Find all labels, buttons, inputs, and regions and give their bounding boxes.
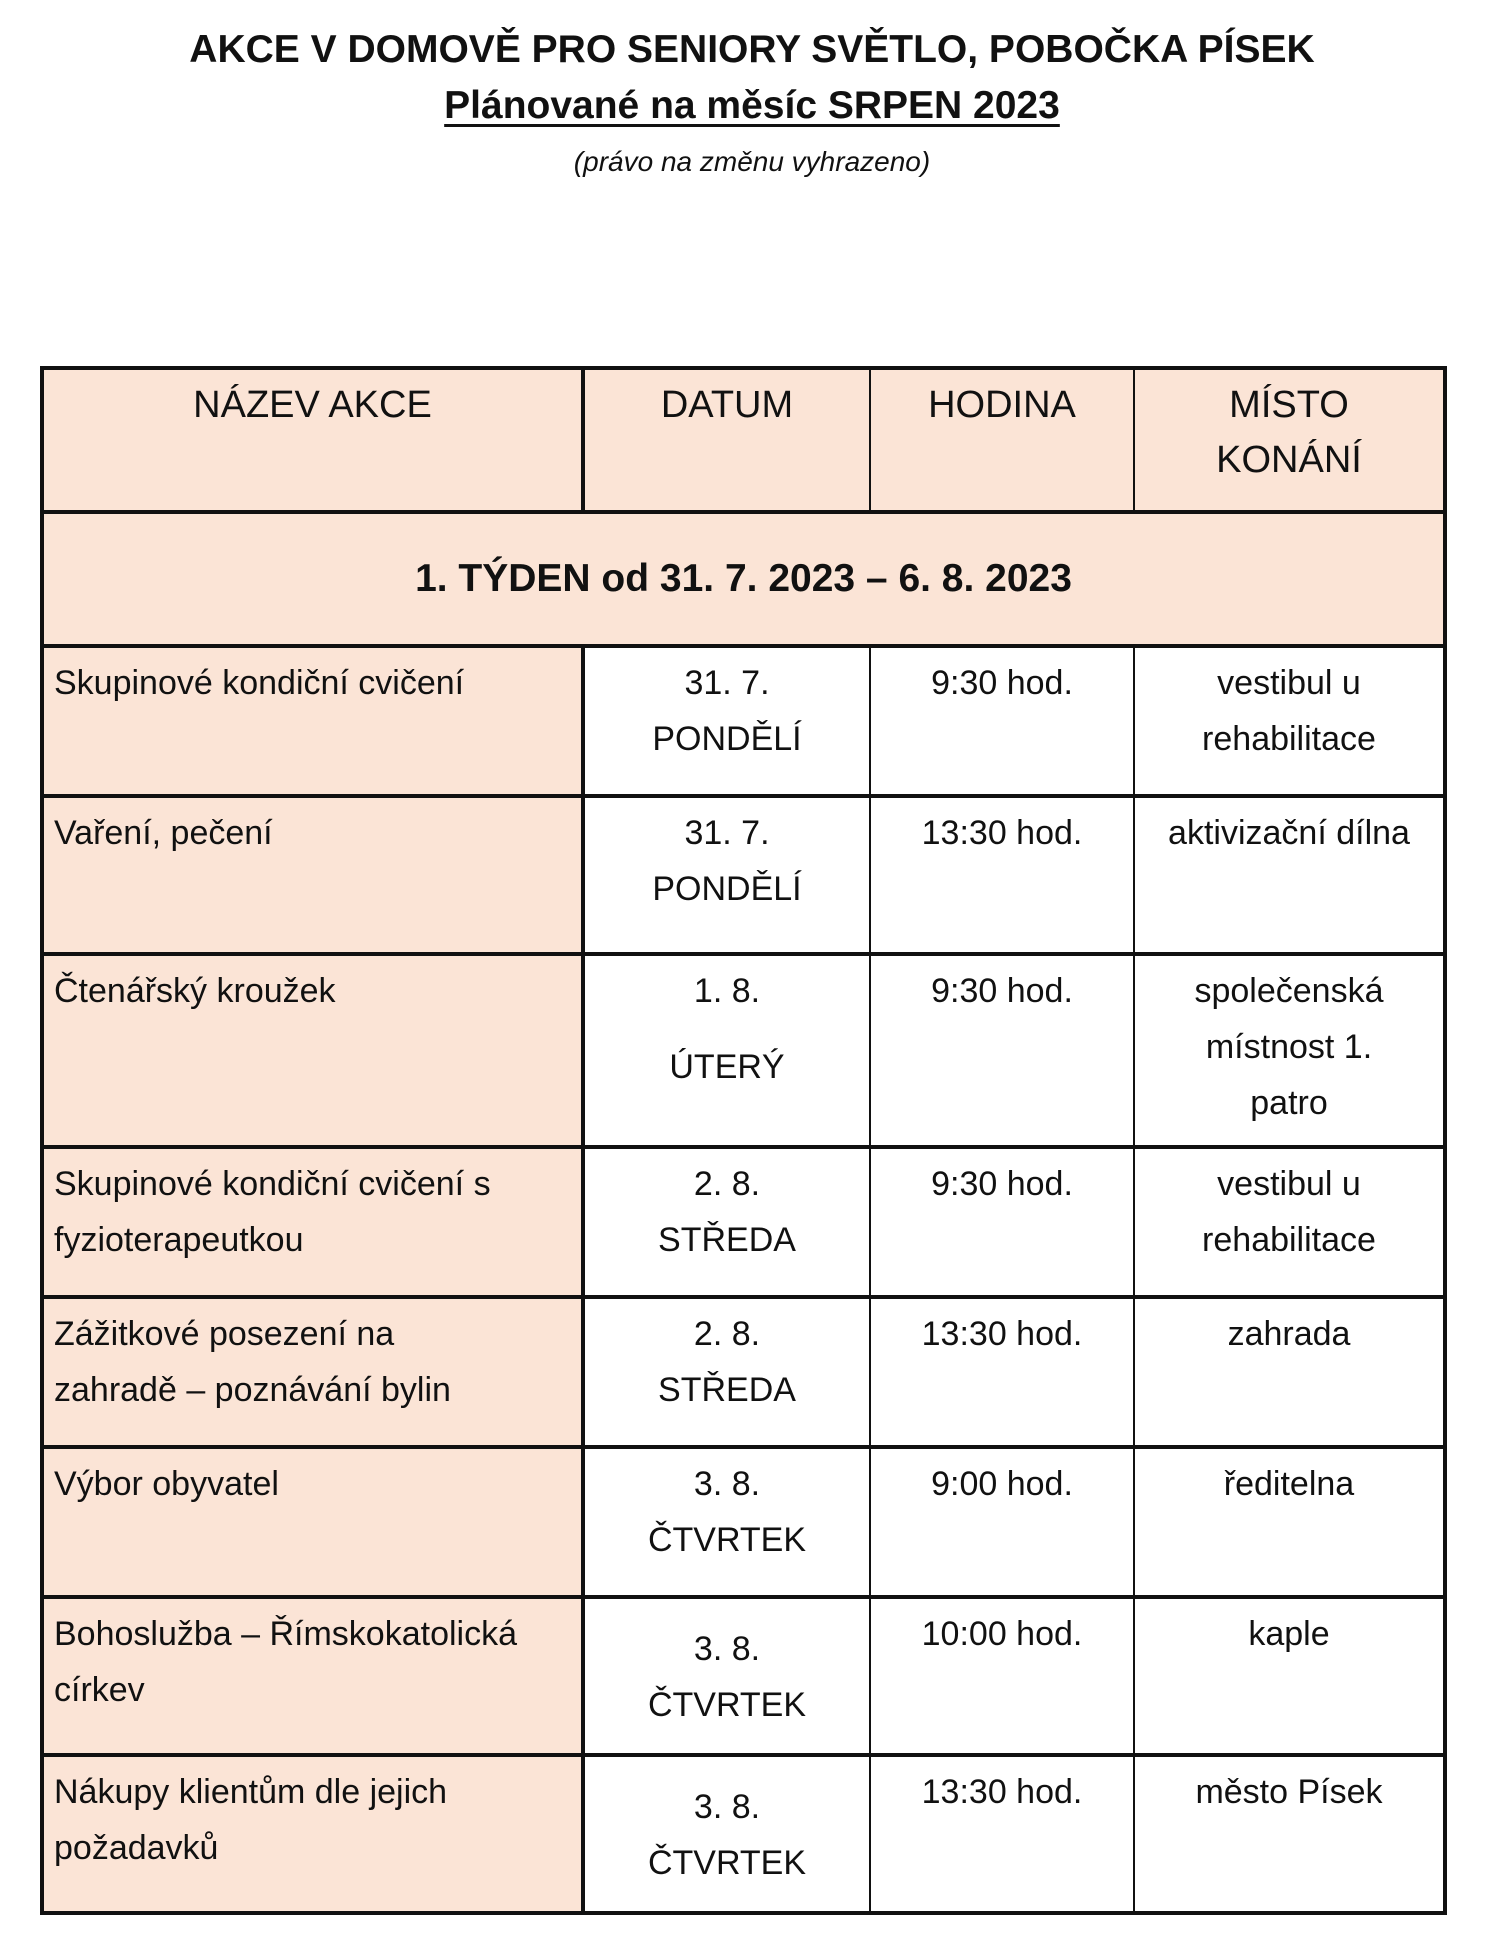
table-header-row — [42, 368, 1445, 512]
table-row — [42, 954, 1445, 1147]
column-header-place-line2: KONÁNÍ — [1216, 439, 1362, 481]
table-row — [42, 796, 1445, 954]
event-name-cell — [42, 1297, 583, 1447]
event-weekday: ČTVRTEK — [647, 1686, 807, 1724]
event-place-cell — [1134, 646, 1445, 796]
event-weekday: ÚTERÝ — [669, 1048, 785, 1086]
event-name-cell — [42, 1755, 583, 1913]
table-row — [42, 646, 1445, 796]
event-name-line1: Skupinové kondiční cvičení s — [54, 1165, 491, 1203]
event-name-cell — [42, 1597, 583, 1755]
event-time-cell — [870, 954, 1134, 1147]
event-weekday: STŘEDA — [658, 1371, 796, 1409]
event-weekday: ČTVRTEK — [647, 1521, 807, 1559]
event-place-line1: vestibul u — [1217, 1165, 1361, 1203]
table-row — [42, 1755, 1445, 1913]
event-time: 9:30 hod. — [931, 972, 1073, 1010]
event-date: 3. 8. — [693, 1788, 761, 1826]
event-place-cell — [1134, 1755, 1445, 1913]
column-header-place-line1: MÍSTO — [1229, 384, 1349, 426]
event-date: 31. 7. — [684, 664, 770, 702]
event-name-line1: Čtenářský kroužek — [54, 972, 336, 1010]
event-name-line1: Skupinové kondiční cvičení — [54, 664, 465, 702]
event-time-cell — [870, 1597, 1134, 1755]
event-date-cell — [583, 1755, 870, 1913]
event-place-line1: kaple — [1248, 1615, 1330, 1653]
event-place-cell — [1134, 1297, 1445, 1447]
event-date: 1. 8. — [693, 972, 761, 1010]
event-place-line1: společenská — [1194, 972, 1384, 1010]
document-subtitle: Plánované na měsíc SRPEN 2023 — [444, 84, 1060, 127]
event-date-cell — [583, 796, 870, 954]
event-time: 9:00 hod. — [931, 1465, 1073, 1503]
event-place-line1: město Písek — [1195, 1773, 1383, 1811]
event-name-cell — [42, 646, 583, 796]
column-header-place — [1134, 368, 1445, 512]
table-row — [42, 1297, 1445, 1447]
event-name-cell — [42, 1447, 583, 1597]
event-name-line1: Bohoslužba – Římskokatolická — [54, 1615, 518, 1653]
event-place-line3: patro — [1250, 1084, 1328, 1122]
event-place-line2: místnost 1. — [1205, 1028, 1373, 1066]
event-date: 31. 7. — [684, 814, 770, 852]
event-place-line2: rehabilitace — [1202, 1221, 1376, 1259]
event-date-cell — [583, 646, 870, 796]
event-date: 2. 8. — [693, 1315, 761, 1353]
table-row — [42, 1147, 1445, 1297]
event-weekday: PONDĚLÍ — [652, 720, 802, 758]
event-name-line2: požadavků — [54, 1829, 219, 1867]
event-date-cell — [583, 954, 870, 1147]
event-time: 9:30 hod. — [931, 1165, 1073, 1203]
document-title: AKCE V DOMOVĚ PRO SENIORY SVĚTLO, POBOČKA PÍSEK — [189, 28, 1315, 71]
event-date-cell — [583, 1297, 870, 1447]
table-row — [42, 1597, 1445, 1755]
event-place-line1: ředitelna — [1223, 1465, 1355, 1503]
column-header-date: DATUM — [583, 368, 870, 512]
event-name-line1: Zážitkové posezení na — [54, 1315, 395, 1353]
event-name-cell — [42, 796, 583, 954]
event-place-line1: vestibul u — [1217, 664, 1361, 702]
week-row — [42, 512, 1445, 646]
event-place-line2: rehabilitace — [1202, 720, 1376, 758]
event-place-cell — [1134, 1147, 1445, 1297]
event-time-cell — [870, 646, 1134, 796]
event-name-line1: Vaření, pečení — [54, 814, 273, 852]
event-time: 13:30 hod. — [921, 1773, 1083, 1811]
event-time-cell — [870, 1297, 1134, 1447]
event-name-line1: Výbor obyvatel — [54, 1465, 279, 1503]
event-name-line2: církev — [54, 1671, 145, 1709]
week-label: 1. TÝDEN od 31. 7. 2023 – 6. 8. 2023 — [42, 512, 1445, 646]
event-date: 3. 8. — [693, 1465, 761, 1503]
event-date: 3. 8. — [693, 1630, 761, 1668]
document-header — [0, 22, 1504, 190]
event-name-cell — [42, 954, 583, 1147]
event-date: 2. 8. — [693, 1165, 761, 1203]
event-date-cell — [583, 1147, 870, 1297]
column-header-time: HODINA — [870, 368, 1134, 512]
disclaimer-note: (právo na změnu vyhrazeno) — [573, 146, 931, 177]
event-time: 13:30 hod. — [921, 1315, 1083, 1353]
event-place-cell — [1134, 954, 1445, 1147]
events-table — [40, 366, 1447, 1915]
event-date-cell — [583, 1597, 870, 1755]
event-place-cell — [1134, 796, 1445, 954]
event-place-line1: zahrada — [1227, 1315, 1351, 1353]
event-place-line1: aktivizační dílna — [1168, 814, 1410, 852]
event-weekday: STŘEDA — [658, 1221, 796, 1259]
event-weekday: ČTVRTEK — [647, 1844, 807, 1882]
event-time: 13:30 hod. — [921, 814, 1083, 852]
event-time: 10:00 hod. — [921, 1615, 1083, 1653]
event-name-cell — [42, 1147, 583, 1297]
event-time-cell — [870, 1147, 1134, 1297]
event-place-cell — [1134, 1597, 1445, 1755]
event-time-cell — [870, 796, 1134, 954]
event-name-line2: zahradě – poznávání bylin — [54, 1371, 451, 1409]
event-time-cell — [870, 1447, 1134, 1597]
event-time-cell — [870, 1755, 1134, 1913]
table-row — [42, 1447, 1445, 1597]
event-time: 9:30 hod. — [931, 664, 1073, 702]
event-weekday: PONDĚLÍ — [652, 870, 802, 908]
event-date-cell — [583, 1447, 870, 1597]
column-header-name: NÁZEV AKCE — [42, 368, 583, 512]
event-name-line2: fyzioterapeutkou — [54, 1221, 304, 1259]
event-name-line1: Nákupy klientům dle jejich — [54, 1773, 448, 1811]
event-place-cell — [1134, 1447, 1445, 1597]
